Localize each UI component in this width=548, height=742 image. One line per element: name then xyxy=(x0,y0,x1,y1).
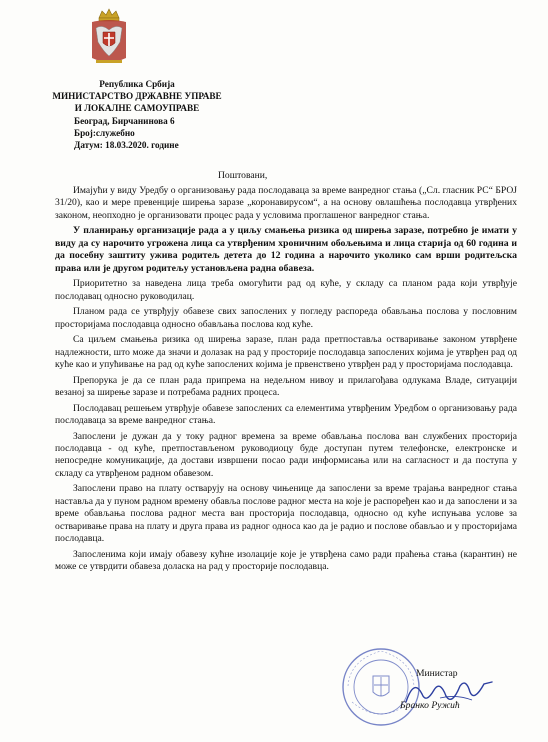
greeting: Поштовани, xyxy=(218,170,268,181)
letterhead xyxy=(22,78,252,151)
paragraph: Планом рада се утврђују обавезе свих запослених у погледу распореда обављања послова у пословним просторијама послодавца односно обављања послова код куће. xyxy=(55,306,517,330)
paragraph: Имајући у виду Уредбу о организовању рада послодаваца за време ванредног стања („Сл. гласник РС“ БРОЈ 31/20), као и мере превенције ширења заразе „коронавирусом“, а на основу овлашћења послодавца утврђених законом, неопходно је организовати процес рада у условима проглашеног ванредног стања. xyxy=(55,185,517,221)
paragraph-emphasis: У планирању организације рада а у циљу смањења ризика од ширења заразе, потребно је имати у виду да су нарочито угрожена лица са утврђеним хроничним обољењима и лица старија од 60 година и да посебну заштиту ужива родитељ детета до 12 година а нарочито уколико сам врши родитељска права или је другом родитељу установљена радна обавеза. xyxy=(55,225,517,274)
ministry-name-line1: МИНИСТАРСТВО ДРЖАВНЕ УПРАВЕ xyxy=(52,91,222,102)
ministry-address: Београд, Бирчанинова 6 xyxy=(74,115,175,126)
letter-body xyxy=(55,185,517,577)
paragraph: Послодавац решењем утврђује обавезе запослених са елементима утврђеним Уредбом о организовању рада послодаваца за време ванредног стања. xyxy=(55,402,517,427)
document-number: Број:служебно xyxy=(74,127,135,138)
signatory-name: Бранко Ружић xyxy=(400,700,460,711)
signatory-title: Министар xyxy=(416,668,458,679)
paragraph: Запосленима који имају обавезу кућне изолације које је утврђена само ради праћења стања (карантин) не може се утврдити обавеза доласка на рад у просторије послодавца. xyxy=(55,548,517,573)
paragraph: Препорука је да се план рада припрема на недељном нивоу и прилагођава одлукама Владе, ситуацији везаној за ширење заразе и потребама радних процеса. xyxy=(55,374,517,399)
republic-name: Република Србија xyxy=(99,79,175,89)
coat-of-arms-icon xyxy=(88,8,130,66)
paragraph: Запослени право на плату остварују на основу чињенице да запослени за време трајања ванредног стања наставља да у пуном радном времену обавља послове радног места на које је распоређен као и да запослени и за време обављања послова радног места ван просторија послодавца, односно од куће испуњава услове за остваривање права на плату и друга права из радног односа као да је радио и послове обављао и у просторијама послодавца. xyxy=(55,483,517,545)
paragraph: Запослени је дужан да у току радног времена за време обављања послова ван службених просторија послодавца - од куће, претпостављеном руководиоцу буде доступан путем телефонске, електронске и непосредне комуникације, да достави извршени посао ради информисања или на сагласност и да поступа у складу са утврђеном радном обавезом. xyxy=(55,430,517,479)
paragraph: Приоритетно за наведена лица треба омогућити рад од куће, у складу са планом рада који утврђује послодавац односно руководилац. xyxy=(55,278,517,302)
document-date: Датум: 18.03.2020. године xyxy=(74,140,179,151)
ministry-name-line2: И ЛОКАЛНЕ САМОУПРАВЕ xyxy=(74,103,200,114)
paragraph: Са циљем смањења ризика од ширења заразе, план рада претпоставља остваривање законом утврђене надлежности, што може да значи и долазак на рад у просторије послодавца запослених којима је утврђен рад од куће као и упућивање на рад од куће запослених којима је првенствено утврђен рад у просторијама послодавца. xyxy=(55,334,517,371)
